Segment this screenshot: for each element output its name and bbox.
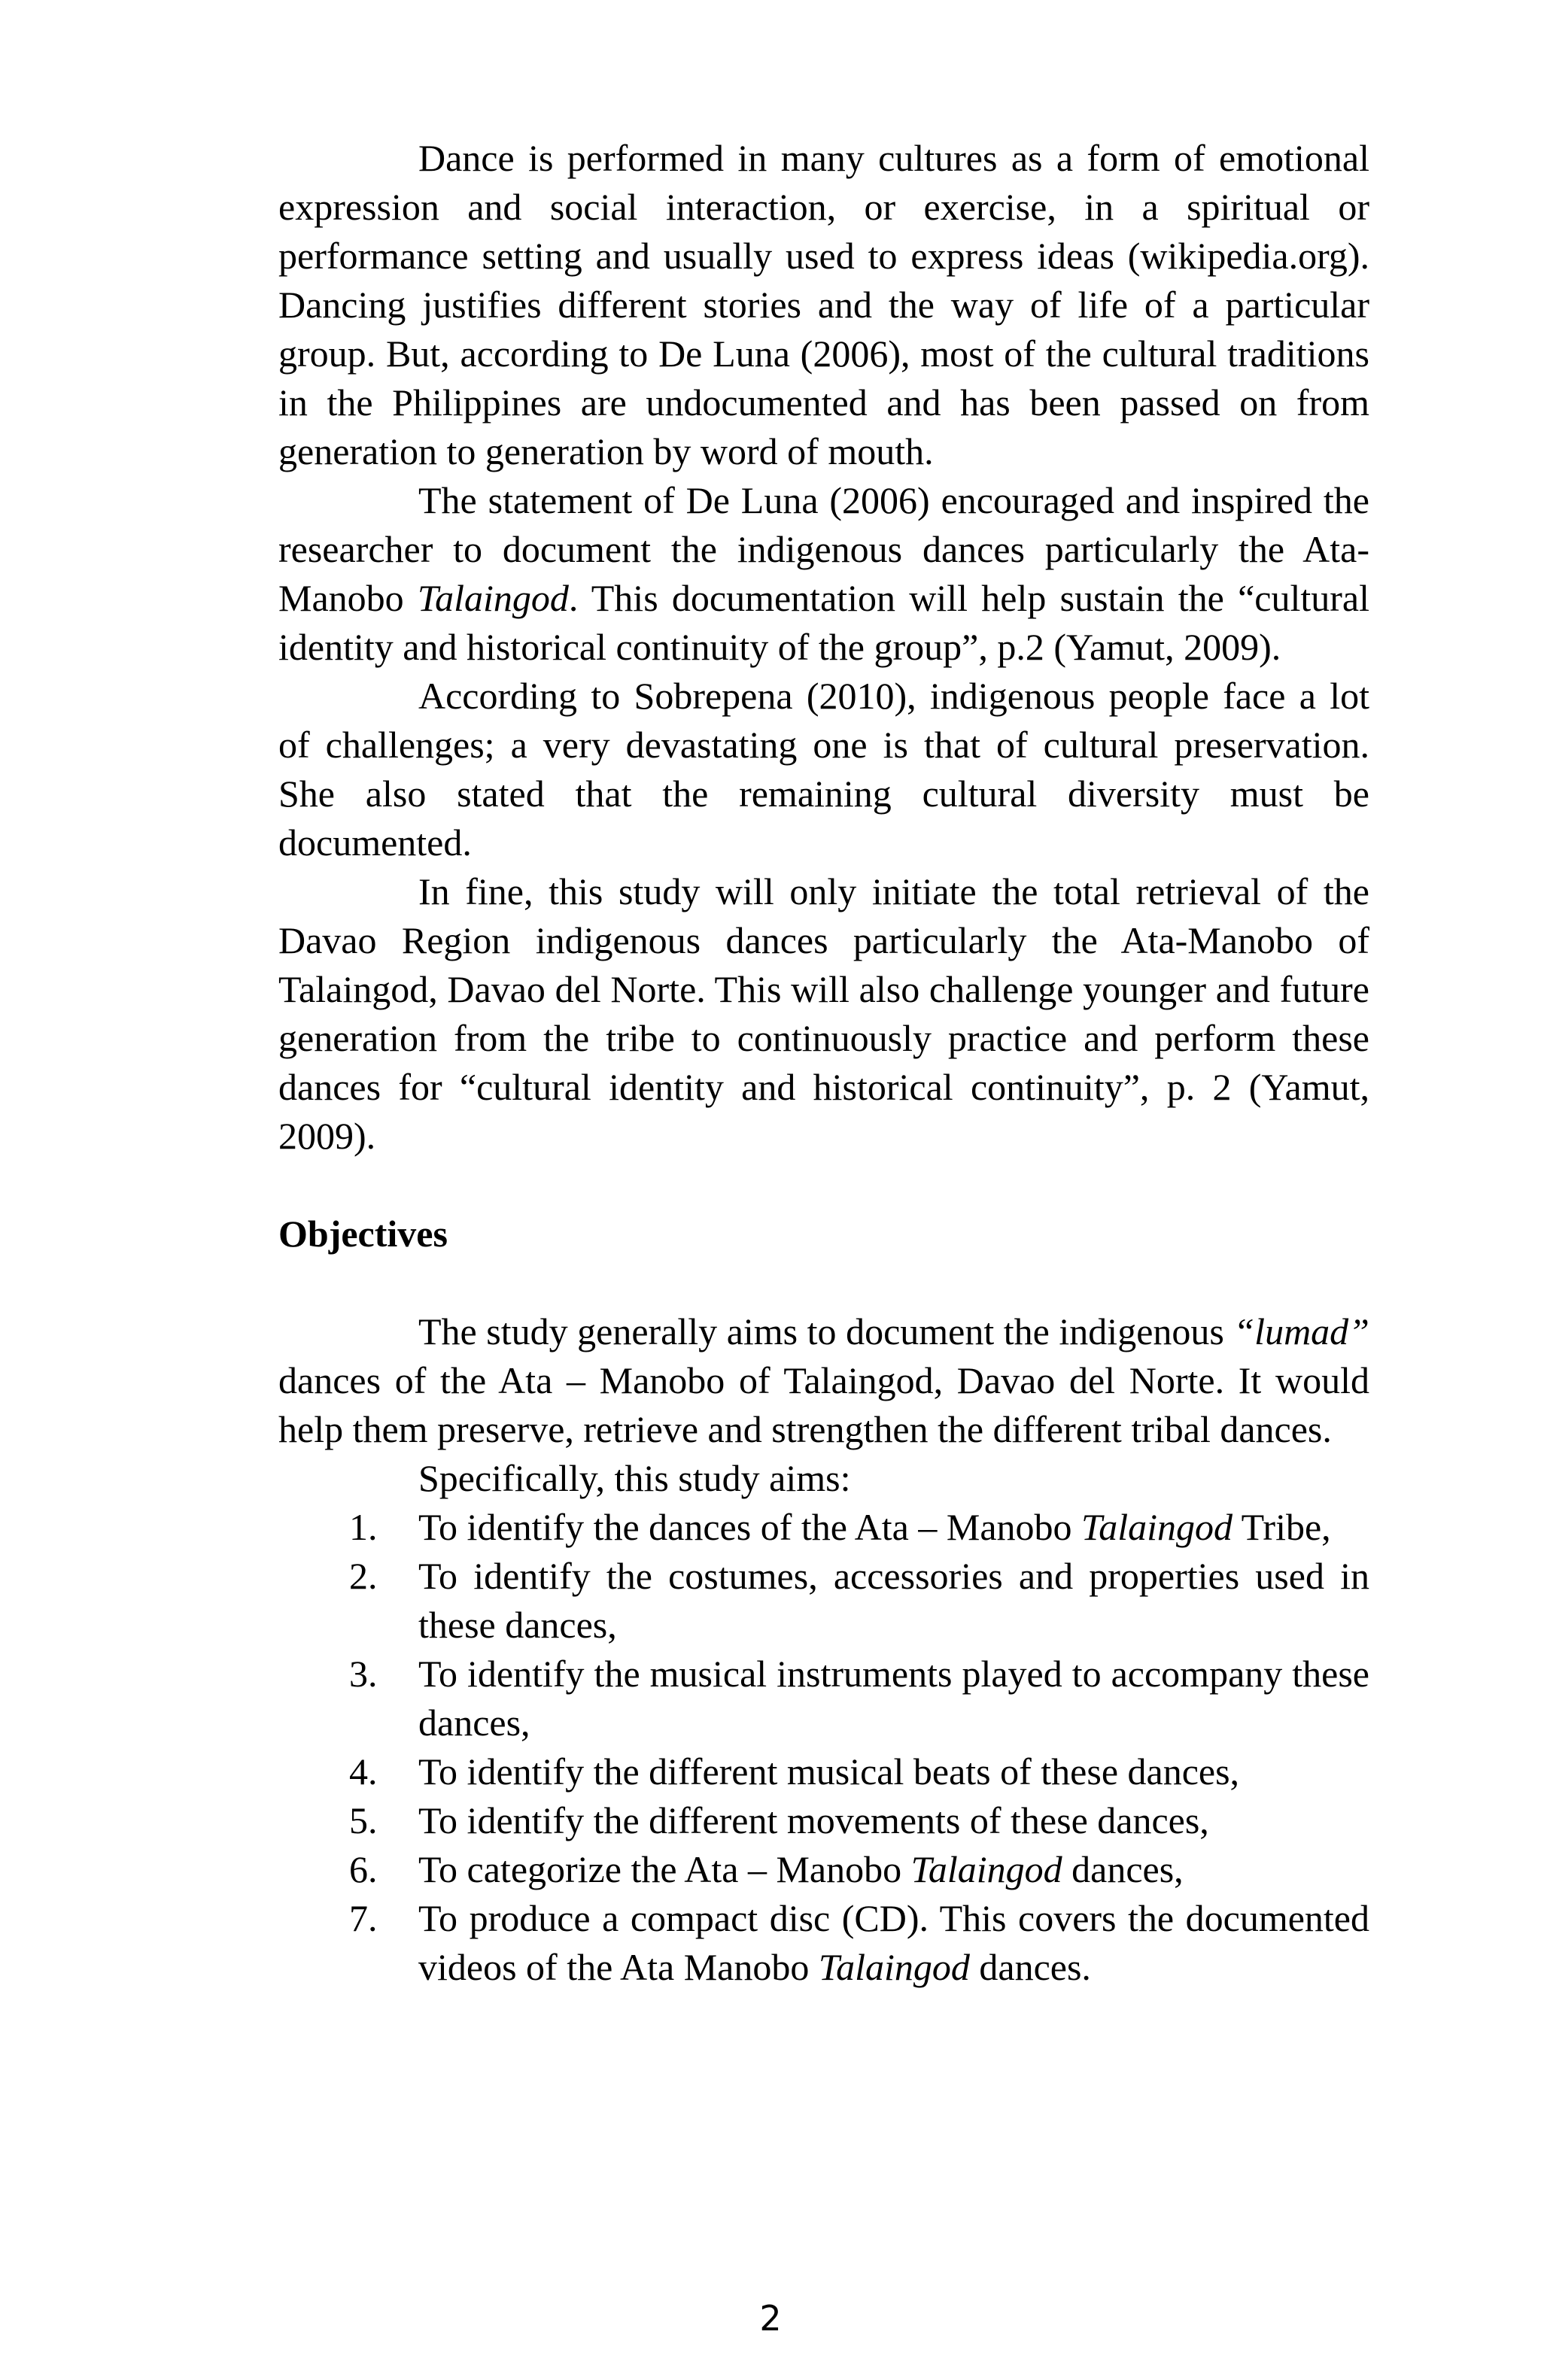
list-item — [278, 1552, 1369, 1650]
italic-term: Talaingod — [818, 1946, 970, 1988]
list-number: 4. — [349, 1750, 378, 1793]
list-item — [278, 1503, 1369, 1552]
list-number: 7. — [349, 1897, 378, 1939]
body-paragraph: Dance is performed in many cultures as a form of emotional expression and social interaction, or exercise, in a spiritual or performance setting and usually used to express ideas (wikipedia.org). Dancing justifies different stories and the way of life of a particular group. But, according to De Luna (2006), most of the cultural traditions in the Philippines are undocumented and has been passed on from generation to generation by word of mouth. — [278, 137, 1369, 472]
list-number: 5. — [349, 1799, 378, 1841]
list-number: 2. — [349, 1555, 378, 1597]
body-paragraph: According to Sobrepena (2010), indigenous people face a lot of challenges; a very devastating one is that of cultural preservation. She also stated that the remaining cultural diversity must be documented. — [278, 675, 1369, 864]
italic-term: Talaingod — [417, 577, 569, 619]
page-number: 2 — [759, 2298, 782, 2339]
list-item-text: To identify the musical instruments played to accompany these dances, — [418, 1653, 1369, 1744]
body-paragraph: The statement of De Luna (2006) encouraged and inspired the researcher to document the indigenous dances particularly the Ata-Manobo Talaingod. This documentation will help sustain the “cultural identity and historical continuity of the group”, p.2 (Yamut, 2009). — [278, 479, 1369, 668]
list-number: 6. — [349, 1848, 378, 1890]
objectives-list — [278, 1503, 1369, 1992]
list-item-text: To identify the different musical beats of these dances, — [418, 1750, 1240, 1793]
body-paragraph: In fine, this study will only initiate the total retrieval of the Davao Region indigenous dances particularly the Ata-Manobo of Talaingod, Davao del Norte. This will also challenge younger and future generation from the tribe to continuously practice and perform these dances for “cultural identity and historical continuity”, p. 2 (Yamut, 2009). — [278, 870, 1369, 1157]
list-item — [278, 1650, 1369, 1747]
italic-term: Talaingod — [910, 1848, 1062, 1890]
list-item-text: To identify the dances of the Ata – Manobo Talaingod Tribe, — [418, 1506, 1331, 1548]
objectives-intro: Specifically, this study aims: — [418, 1457, 851, 1499]
list-item — [278, 1747, 1369, 1796]
list-item-text: To identify the different movements of these dances, — [418, 1799, 1209, 1841]
italic-term: “lumad” — [1233, 1310, 1369, 1352]
list-item — [278, 1894, 1369, 1992]
list-number: 1. — [349, 1506, 378, 1548]
italic-term: Talaingod — [1081, 1506, 1233, 1548]
document-page — [278, 134, 1369, 1992]
objectives-paragraph: The study generally aims to document the indigenous “lumad” dances of the Ata – Manobo of Talaingod, Davao del Norte. It would help them preserve, retrieve and strengthen the different tribal dances. — [278, 1310, 1369, 1450]
section-heading: Objectives — [278, 1213, 448, 1255]
list-item-text: To produce a compact disc (CD). This covers the documented videos of the Ata Manobo Talaingod dances. — [418, 1897, 1369, 1988]
list-item-text: To identify the costumes, accessories and properties used in these dances, — [418, 1555, 1369, 1646]
list-item-text: To categorize the Ata – Manobo Talaingod dances, — [418, 1848, 1184, 1890]
list-number: 3. — [349, 1653, 378, 1695]
list-item — [278, 1845, 1369, 1894]
list-item — [278, 1796, 1369, 1845]
